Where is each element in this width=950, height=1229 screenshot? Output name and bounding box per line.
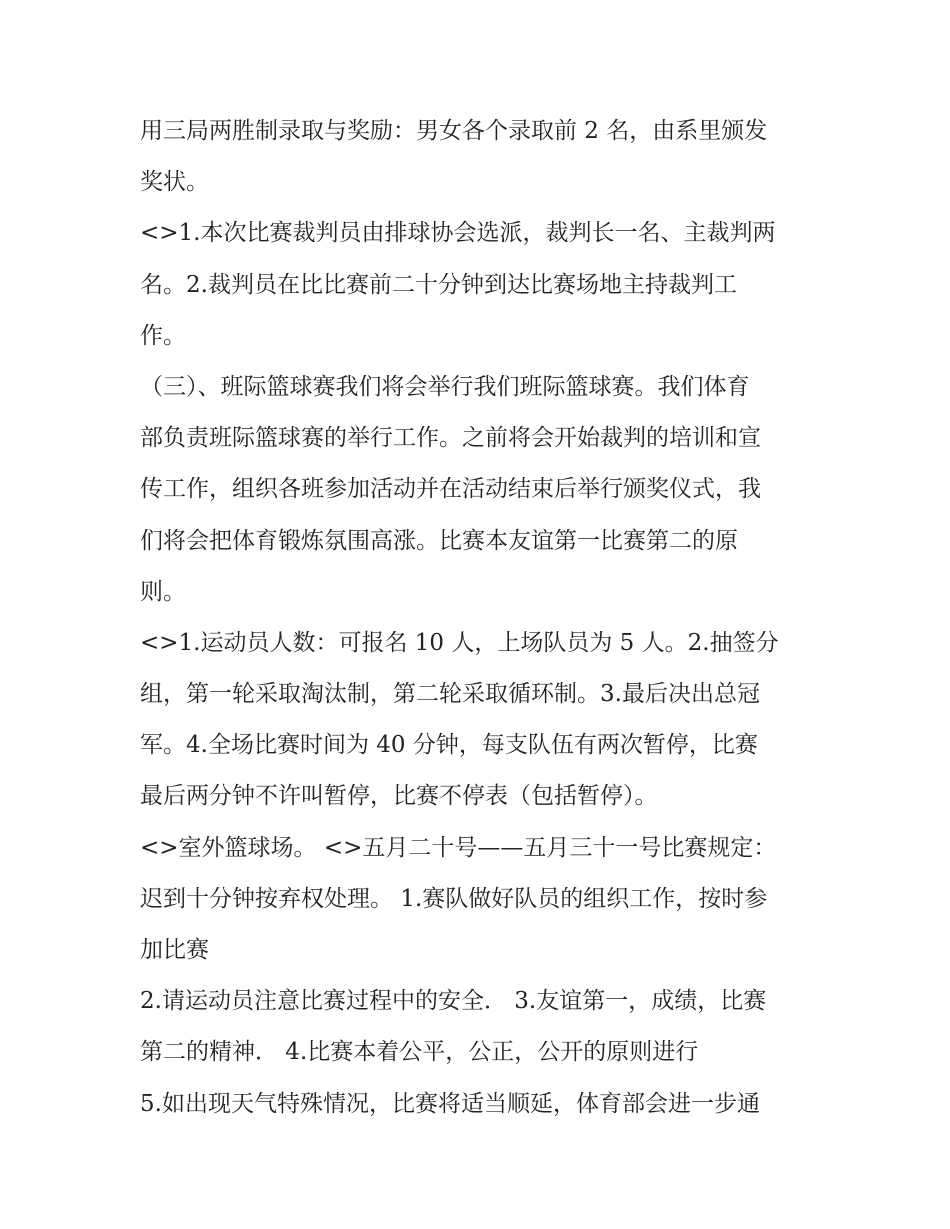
text-line-1: 用三局两胜制录取与奖励：男女各个录取前 2 名，由系里颁发 bbox=[140, 118, 768, 144]
text-line-8: 传工作，组织各班参加活动并在活动结束后举行颁奖仪式，我 bbox=[140, 476, 761, 503]
text-line-6: （三）、班际篮球赛我们将会举行我们班际篮球赛。我们体育 bbox=[140, 373, 750, 400]
text-line-20: 5.如出现天气特殊情况，比赛将适当顺延，体育部会进一步通 bbox=[140, 1090, 760, 1117]
text-line-2: 奖状。 bbox=[140, 169, 209, 196]
text-line-19: 第二的精神． 4.比赛本着公平，公正，公开的原则进行 bbox=[140, 1039, 699, 1066]
text-line-11: <>1.运动员人数：可报名 10 人，上场队员为 5 人。2.抽签分 bbox=[140, 629, 779, 656]
text-line-10: 则。 bbox=[140, 578, 186, 605]
text-line-3: <>1.本次比赛裁判员由排球协会选派，裁判长一名、主裁判两 bbox=[140, 220, 776, 247]
text-line-7: 部负责班际篮球赛的举行工作。之前将会开始裁判的培训和宣 bbox=[140, 425, 761, 452]
text-line-17: 加比赛 bbox=[140, 937, 209, 963]
document-body bbox=[140, 106, 820, 1130]
text-line-18: 2.请运动员注意比赛过程中的安全． 3.友谊第一，成绩，比赛 bbox=[140, 988, 767, 1015]
text-line-4: 名。2.裁判员在比比赛前二十分钟到达比赛场地主持裁判工 bbox=[140, 271, 737, 298]
text-line-13: 军。4.全场比赛时间为 40 分钟，每支队伍有两次暂停，比赛 bbox=[140, 732, 758, 759]
text-line-5: 作。 bbox=[140, 322, 186, 349]
text-line-12: 组，第一轮采取淘汰制，第二轮采取循环制。3.最后决出总冠 bbox=[140, 681, 760, 708]
text-line-14: 最后两分钟不许叫暂停，比赛不停表（包括暂停）。 bbox=[140, 783, 658, 810]
text-line-9: 们将会把体育锻炼氛围高涨。比赛本友谊第一比赛第二的原 bbox=[140, 527, 738, 554]
text-line-16: 迟到十分钟按弃权处理。 1.赛队做好队员的组织工作，按时参 bbox=[140, 885, 768, 912]
text-line-15: <>室外篮球场。 <>五月二十号——五月三十一号比赛规定： bbox=[140, 834, 777, 861]
